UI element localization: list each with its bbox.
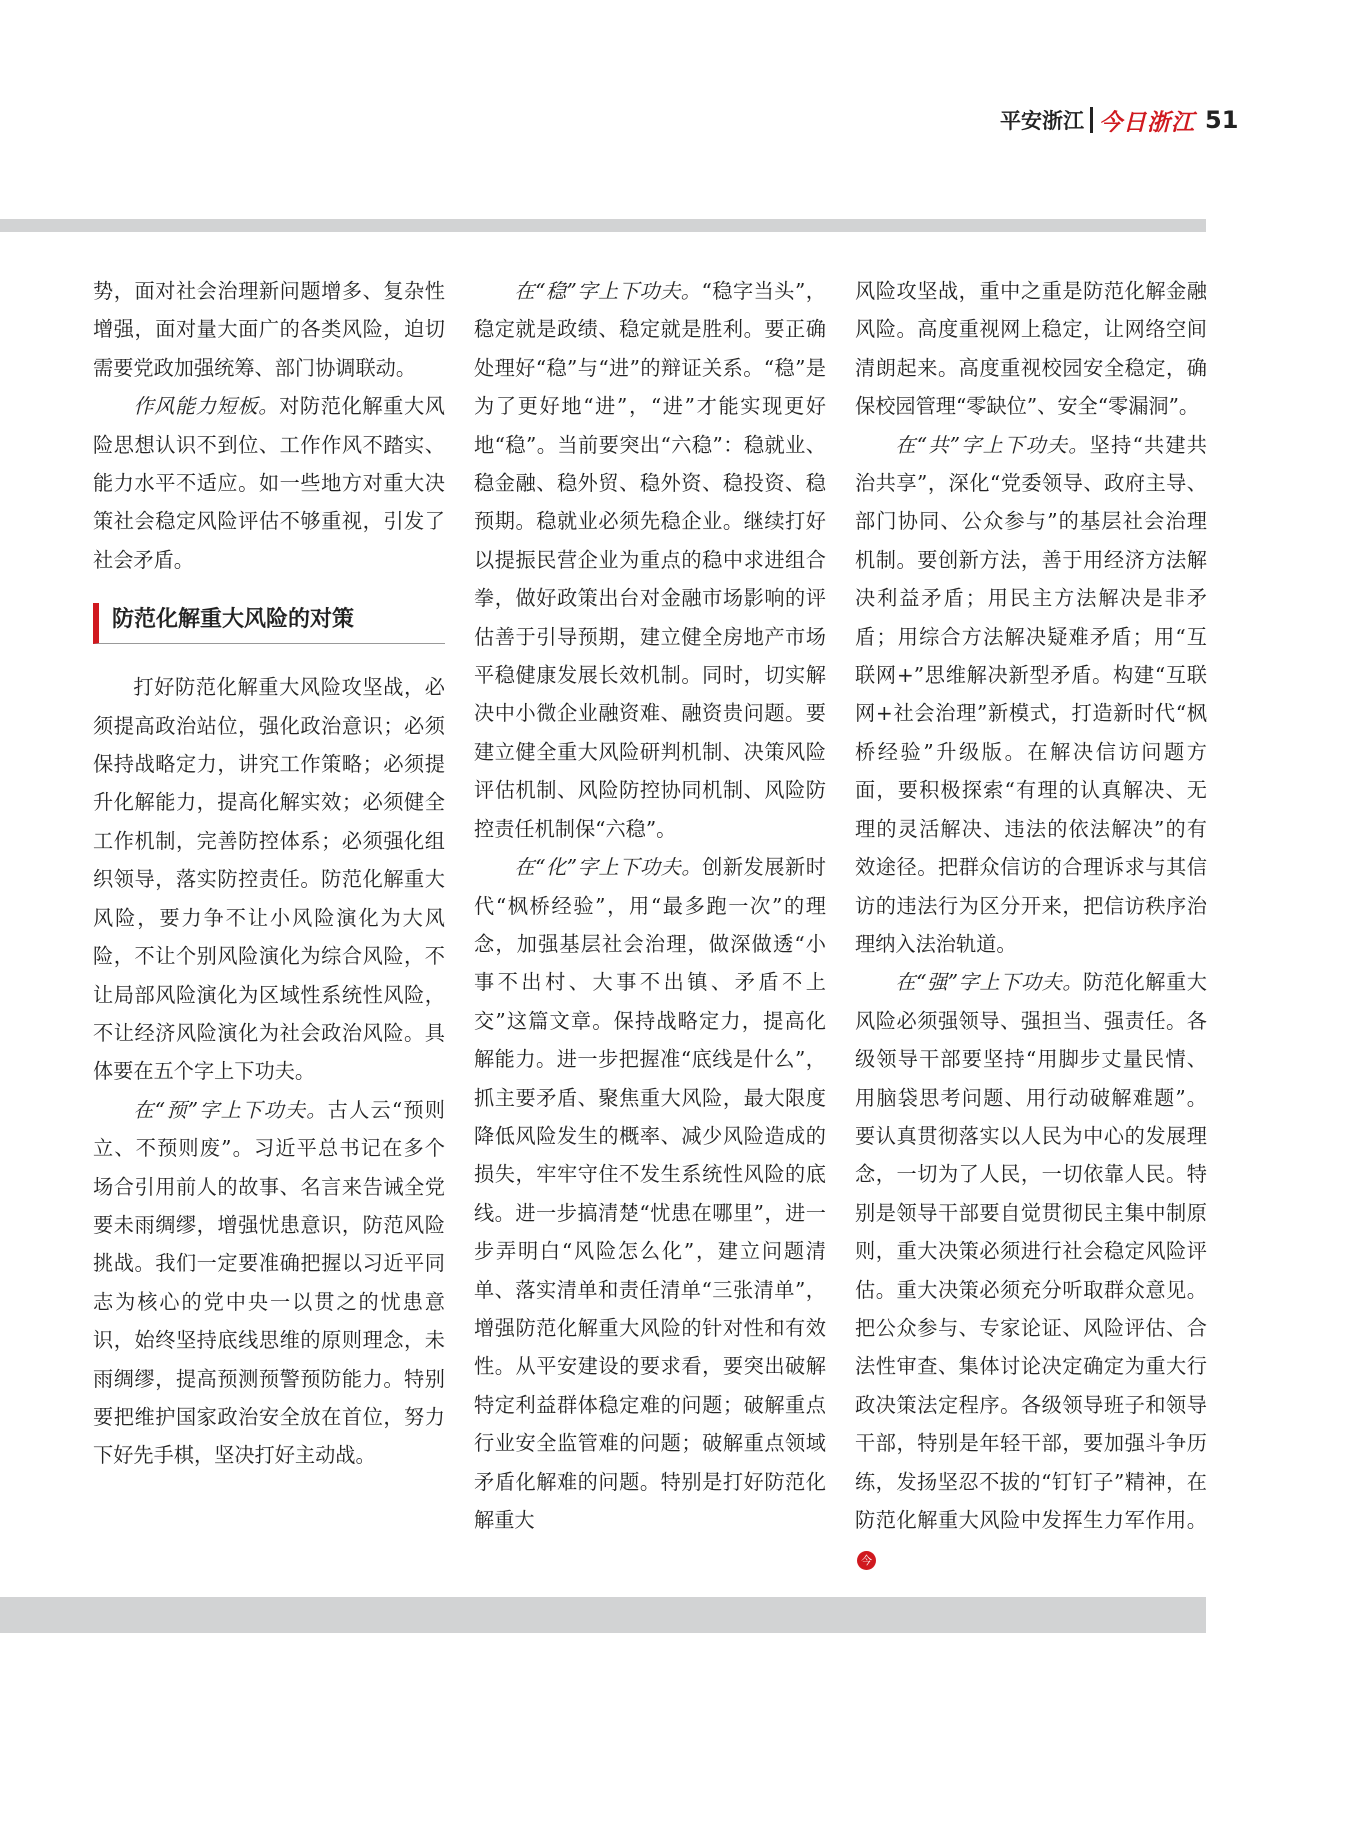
- paragraph-text: “稳字当头”，稳定就是政绩、稳定就是胜利。要正确处理好“稳”与“进”的辩证关系。“稳”是为了更好地“进”，“进”才能实现更好地“稳”。当前要突出“六稳”：稳就业、稳金融、稳外贸、稳外资、稳投资、稳预期。稳就业必须先稳企业。继续打好以提振民营企业为重点的稳中求进组合拳，做好政策出台对金融市场影响的评估善于引导预期，建立健全房地产市场平稳健康发展长效机制。同时，切实解决中小微企业融资难、融资贵问题。要建立健全重大风险研判机制、决策风险评估机制、风险防控协同机制、风险防控责任机制保“六稳”。: [474, 279, 826, 841]
- paragraph-lead: 在“共”字上下功夫。: [895, 432, 1090, 457]
- page-number: 51: [1205, 106, 1239, 134]
- paragraph: [474, 848, 826, 1539]
- top-band: [0, 219, 1206, 232]
- paragraph-lead: 作风能力短板。: [133, 394, 280, 419]
- paragraph-lead: 在“化”字上下功夫。: [514, 855, 703, 880]
- paragraph-text: 对防范化解重大风险思想认识不到位、工作作风不踏实、能力水平不适应。如一些地方对重大决策社会稳定风险评估不够重视，引发了社会矛盾。: [93, 394, 445, 572]
- paragraph-text: 坚持“共建共治共享”，深化“党委领导、政府主导、部门协同、公众参与”的基层社会治理机制。要创新方法，善于用经济方法解决利益矛盾；用民主方法解决是非矛盾；用综合方法解决疑难矛盾；用“互联网+”思维解决新型矛盾。构建“互联网+社会治理”新模式，打造新时代“枫桥经验”升级版。在解决信访问题方面，要积极探索“有理的认真解决、无理的灵活解决、违法的依法解决”的有效途径。把群众信访的合理诉求与其信访的违法行为区分开来，把信访秩序治理纳入法治轨道。: [855, 432, 1207, 956]
- paragraph: 风险攻坚战，重中之重是防范化解金融风险。高度重视网上稳定，让网络空间清朗起来。高度重视校园安全稳定，确保校园管理“零缺位”、安全“零漏洞”。: [855, 279, 1207, 419]
- end-mark-icon: 今: [857, 1551, 876, 1570]
- paragraph: [855, 963, 1207, 1578]
- section-name: 平安浙江: [1000, 109, 1084, 133]
- paragraph-text: 防范化解重大风险必须强领导、强担当、强责任。各级领导干部要坚持“用脚步丈量民情、用脑袋思考问题、用行动破解难题”。要认真贯彻落实以人民为中心的发展理念，一切为了人民，一切依靠人民。特别是领导干部要自觉贯彻民主集中制原则，重大决策必须进行社会稳定风险评估。重大决策必须充分听取群众意见。把公众参与、专家论证、风险评估、合法性审查、集体讨论决定确定为重大行政决策法定程序。各级领导班子和领导干部，特别是年轻干部，要加强斗争历练，发扬坚忍不拔的“钉钉子”精神，在防范化解重大风险中发挥生力军作用。: [855, 970, 1207, 1532]
- column-2: [474, 272, 826, 1539]
- paragraph: [855, 426, 1207, 964]
- paragraph-text: 古人云“预则立、不预则废”。习近平总书记在多个场合引用前人的故事、名言来告诫全党要未雨绸缪，增强忧患意识，防范风险挑战。我们一定要准确把握以习近平同志为核心的党中央一以贯之的忧患意识，始终坚持底线思维的原则理念，未雨绸缪，提高预测预警预防能力。特别要把维护国家政治安全放在首位，努力下好先手棋，坚决打好主动战。: [93, 1097, 445, 1468]
- paragraph: [474, 272, 826, 848]
- column-1: [93, 272, 445, 1475]
- header-divider: [1090, 107, 1093, 133]
- bottom-band: [0, 1597, 1206, 1633]
- paragraph: 打好防范化解重大风险攻坚战，必须提高政治站位，强化政治意识；必须保持战略定力，讲究工作策略；必须提升化解能力，提高化解实效；必须健全工作机制，完善防控体系；必须强化组织领导，落实防控责任。防范化解重大风险，要力争不让小风险演化为大风险，不让个别风险演化为综合风险，不让局部风险演化为区域性系统性风险，不让经济风险演化为社会政治风险。具体要在五个字上下功夫。: [93, 675, 445, 1084]
- paragraph: [93, 387, 445, 579]
- magazine-logo: 今日浙江: [1099, 108, 1195, 136]
- paragraph: [93, 1091, 445, 1475]
- running-header: [1000, 100, 1238, 140]
- paragraph-lead: 在“强”字上下功夫。: [895, 970, 1084, 995]
- paragraph: 势，面对社会治理新问题增多、复杂性增强，面对量大面广的各类风险，迫切需要党政加强统筹、部门协调联动。: [93, 279, 445, 380]
- paragraph-lead: 在“稳”字上下功夫。: [514, 279, 702, 303]
- paragraph-text: 创新发展新时代“枫桥经验”，用“最多跑一次”的理念，加强基层社会治理，做深做透“小事不出村、大事不出镇、矛盾不上交”这篇文章。保持战略定力，提高化解能力。进一步把握准“底线是什么”，抓主要矛盾、聚焦重大风险，最大限度降低风险发生的概率、减少风险造成的损失，牢牢守住不发生系统性风险的底线。进一步搞清楚“忧患在哪里”，进一步弄明白“风险怎么化”，建立问题清单、落实清单和责任清单“三张清单”，增强防范化解重大风险的针对性和有效性。从平安建设的要求看，要突出破解特定利益群体稳定难的问题；破解重点行业安全监管难的问题；破解重点领域矛盾化解难的问题。特别是打好防范化解重大: [474, 855, 826, 1532]
- column-3: [855, 272, 1207, 1578]
- paragraph-lead: 在“预”字上下功夫。: [133, 1097, 328, 1122]
- section-heading: 防范化解重大风险的对策: [93, 603, 445, 644]
